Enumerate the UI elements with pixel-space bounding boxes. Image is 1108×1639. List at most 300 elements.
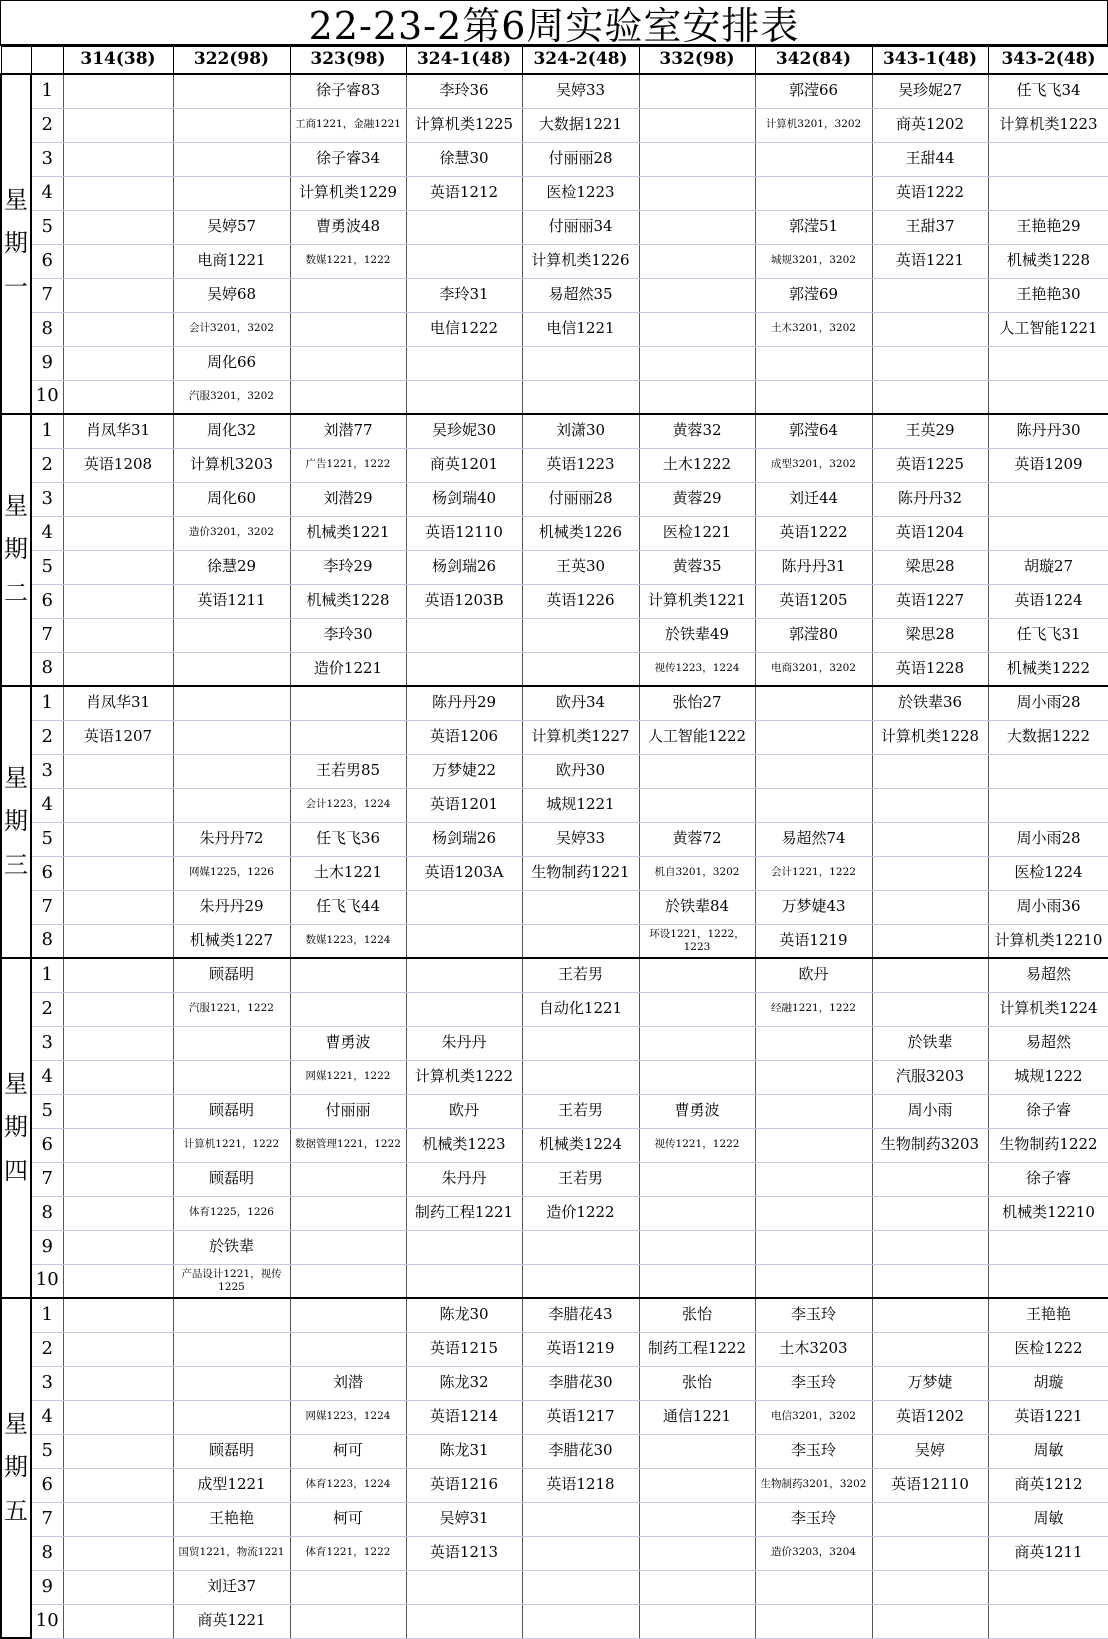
day-label-char: 期 xyxy=(4,807,28,836)
schedule-cell: 汽服3201，3202 xyxy=(173,380,290,414)
schedule-cell xyxy=(988,380,1108,414)
schedule-cell xyxy=(290,720,406,754)
schedule-row xyxy=(1,74,1108,108)
schedule-cell xyxy=(290,312,406,346)
schedule-cell: 计算机类1224 xyxy=(988,992,1108,1026)
schedule-cell: 英语1202 xyxy=(872,1400,988,1434)
schedule-cell: 医检1222 xyxy=(988,1332,1108,1366)
schedule-cell xyxy=(755,176,872,210)
schedule-cell: 机械类1221 xyxy=(290,516,406,550)
schedule-cell xyxy=(522,1570,639,1604)
schedule-cell xyxy=(522,1026,639,1060)
schedule-cell: 电信1221 xyxy=(522,312,639,346)
schedule-cell: 电信3201，3202 xyxy=(755,1400,872,1434)
period-number: 9 xyxy=(31,1570,63,1604)
schedule-cell xyxy=(639,788,755,822)
schedule-row xyxy=(1,1502,1108,1536)
day-label-char: 期 xyxy=(4,229,28,258)
header-row xyxy=(1,47,1108,75)
schedule-cell xyxy=(522,652,639,686)
schedule-cell: 杨剑瑞26 xyxy=(406,822,522,856)
schedule-cell xyxy=(63,1162,173,1196)
schedule-cell: 机械类1226 xyxy=(522,516,639,550)
schedule-cell: 吴婷33 xyxy=(522,822,639,856)
schedule-cell xyxy=(173,652,290,686)
day-label-char: 星 xyxy=(4,764,28,793)
period-number: 5 xyxy=(31,1434,63,1468)
schedule-cell xyxy=(63,516,173,550)
schedule-cell xyxy=(755,1604,872,1638)
schedule-cell xyxy=(63,652,173,686)
schedule-cell xyxy=(872,1332,988,1366)
schedule-row xyxy=(1,992,1108,1026)
schedule-row xyxy=(1,720,1108,754)
schedule-cell: 大数据1221 xyxy=(522,108,639,142)
schedule-row xyxy=(1,482,1108,516)
schedule-cell: 土木3203 xyxy=(755,1332,872,1366)
schedule-cell: 曹勇波 xyxy=(290,1026,406,1060)
schedule-cell xyxy=(639,346,755,380)
schedule-table xyxy=(0,46,1108,1639)
schedule-cell: 英语1201 xyxy=(406,788,522,822)
schedule-cell: 顾磊明 xyxy=(173,958,290,992)
schedule-cell: 英语1224 xyxy=(988,584,1108,618)
schedule-cell xyxy=(290,1230,406,1264)
schedule-cell: 易超然35 xyxy=(522,278,639,312)
schedule-cell xyxy=(63,1366,173,1400)
schedule-cell xyxy=(173,1026,290,1060)
schedule-cell xyxy=(173,142,290,176)
schedule-cell xyxy=(872,1196,988,1230)
schedule-cell xyxy=(988,1264,1108,1298)
schedule-cell: 机械类1228 xyxy=(988,244,1108,278)
schedule-cell: 郭滢69 xyxy=(755,278,872,312)
schedule-cell: 英语1211 xyxy=(173,584,290,618)
schedule-cell xyxy=(173,1060,290,1094)
schedule-cell xyxy=(406,1264,522,1298)
schedule-cell: 英语1208 xyxy=(63,448,173,482)
schedule-cell: 王艳艳 xyxy=(988,1298,1108,1332)
schedule-cell: 英语1226 xyxy=(522,584,639,618)
period-number: 1 xyxy=(31,414,63,448)
schedule-cell: 机械类1223 xyxy=(406,1128,522,1162)
schedule-cell xyxy=(63,1570,173,1604)
schedule-cell: 计算机类1221 xyxy=(639,584,755,618)
schedule-cell: 视传1223，1224 xyxy=(639,652,755,686)
column-header: 314(38) xyxy=(63,47,173,75)
period-number: 4 xyxy=(31,1060,63,1094)
schedule-cell: 计算机1221，1222 xyxy=(173,1128,290,1162)
period-number: 5 xyxy=(31,550,63,584)
column-header: 342(84) xyxy=(755,47,872,75)
schedule-cell: 英语1217 xyxy=(522,1400,639,1434)
schedule-cell xyxy=(639,1570,755,1604)
schedule-cell: 通信1221 xyxy=(639,1400,755,1434)
schedule-cell xyxy=(755,346,872,380)
schedule-cell: 英语1203A xyxy=(406,856,522,890)
schedule-cell xyxy=(63,992,173,1026)
schedule-cell xyxy=(872,924,988,958)
schedule-cell: 自动化1221 xyxy=(522,992,639,1026)
schedule-cell: 李玲30 xyxy=(290,618,406,652)
period-number: 6 xyxy=(31,584,63,618)
schedule-cell xyxy=(63,1604,173,1638)
schedule-cell: 李玉玲 xyxy=(755,1502,872,1536)
schedule-cell: 王英30 xyxy=(522,550,639,584)
period-number: 1 xyxy=(31,958,63,992)
schedule-cell xyxy=(63,1536,173,1570)
schedule-cell: 医检1221 xyxy=(639,516,755,550)
schedule-cell: 工商1221，金融1221 xyxy=(290,108,406,142)
schedule-cell: 造价1222 xyxy=(522,1196,639,1230)
schedule-cell xyxy=(988,482,1108,516)
schedule-cell xyxy=(872,992,988,1026)
schedule-cell xyxy=(63,380,173,414)
schedule-cell: 英语1225 xyxy=(872,448,988,482)
schedule-cell: 大数据1222 xyxy=(988,720,1108,754)
schedule-cell: 欧丹34 xyxy=(522,686,639,720)
schedule-cell xyxy=(406,1230,522,1264)
schedule-cell xyxy=(406,992,522,1026)
schedule-cell: 王艳艳 xyxy=(173,1502,290,1536)
schedule-cell xyxy=(63,618,173,652)
schedule-cell: 欧丹 xyxy=(755,958,872,992)
schedule-cell: 体育1221，1222 xyxy=(290,1536,406,1570)
period-number: 3 xyxy=(31,142,63,176)
schedule-cell xyxy=(988,754,1108,788)
schedule-cell xyxy=(63,1434,173,1468)
schedule-cell: 制药工程1222 xyxy=(639,1332,755,1366)
schedule-cell xyxy=(639,754,755,788)
schedule-row xyxy=(1,176,1108,210)
schedule-cell: 周化60 xyxy=(173,482,290,516)
schedule-cell xyxy=(639,1162,755,1196)
schedule-cell: 英语1221 xyxy=(988,1400,1108,1434)
schedule-cell xyxy=(290,1298,406,1332)
schedule-cell: 郭滢80 xyxy=(755,618,872,652)
period-number: 3 xyxy=(31,754,63,788)
schedule-cell: 英语1222 xyxy=(872,176,988,210)
schedule-cell xyxy=(406,1604,522,1638)
schedule-cell: 万梦婕 xyxy=(872,1366,988,1400)
schedule-cell: 张怡27 xyxy=(639,686,755,720)
period-number: 6 xyxy=(31,244,63,278)
schedule-cell: 经融1221，1222 xyxy=(755,992,872,1026)
schedule-cell: 计算机类1228 xyxy=(872,720,988,754)
schedule-cell xyxy=(63,1196,173,1230)
schedule-cell xyxy=(755,1060,872,1094)
schedule-cell xyxy=(63,924,173,958)
schedule-cell xyxy=(755,720,872,754)
schedule-cell: 王艳艳30 xyxy=(988,278,1108,312)
day-label-char: 期 xyxy=(4,535,28,564)
header-period-corner xyxy=(31,47,63,75)
schedule-row xyxy=(1,380,1108,414)
schedule-cell xyxy=(173,618,290,652)
schedule-cell xyxy=(290,686,406,720)
schedule-row xyxy=(1,448,1108,482)
schedule-cell xyxy=(406,210,522,244)
schedule-cell: 任飞飞36 xyxy=(290,822,406,856)
schedule-cell: 李腊花30 xyxy=(522,1434,639,1468)
period-number: 5 xyxy=(31,822,63,856)
schedule-cell: 机械类12210 xyxy=(988,1196,1108,1230)
schedule-row xyxy=(1,618,1108,652)
column-header: 323(98) xyxy=(290,47,406,75)
schedule-cell: 人工智能1221 xyxy=(988,312,1108,346)
schedule-cell: 陈丹丹30 xyxy=(988,414,1108,448)
schedule-cell: 刘潇30 xyxy=(522,414,639,448)
schedule-cell: 朱丹丹 xyxy=(406,1162,522,1196)
schedule-cell xyxy=(639,142,755,176)
schedule-cell: 易超然74 xyxy=(755,822,872,856)
schedule-cell: 商英1201 xyxy=(406,448,522,482)
schedule-cell: 会计1223，1224 xyxy=(290,788,406,822)
schedule-cell: 网媒1225，1226 xyxy=(173,856,290,890)
schedule-cell: 顾磊明 xyxy=(173,1434,290,1468)
schedule-row xyxy=(1,1366,1108,1400)
schedule-cell xyxy=(63,1128,173,1162)
schedule-row xyxy=(1,1264,1108,1298)
period-number: 3 xyxy=(31,482,63,516)
schedule-cell xyxy=(290,1162,406,1196)
schedule-cell xyxy=(406,890,522,924)
schedule-cell xyxy=(63,1298,173,1332)
schedule-cell: 英语1216 xyxy=(406,1468,522,1502)
schedule-cell xyxy=(63,584,173,618)
schedule-cell xyxy=(639,380,755,414)
schedule-cell: 生物制药1222 xyxy=(988,1128,1108,1162)
schedule-cell xyxy=(63,1332,173,1366)
schedule-cell: 产品设计1221，视传1225 xyxy=(173,1264,290,1298)
schedule-cell xyxy=(872,890,988,924)
schedule-cell: 张怡 xyxy=(639,1298,755,1332)
schedule-row xyxy=(1,1298,1108,1332)
schedule-cell: 英语1213 xyxy=(406,1536,522,1570)
schedule-row xyxy=(1,142,1108,176)
schedule-cell: 胡璇27 xyxy=(988,550,1108,584)
schedule-cell: 刘潜29 xyxy=(290,482,406,516)
schedule-cell xyxy=(522,618,639,652)
period-number: 8 xyxy=(31,312,63,346)
schedule-cell: 顾磊明 xyxy=(173,1094,290,1128)
schedule-cell xyxy=(63,312,173,346)
schedule-cell xyxy=(406,924,522,958)
schedule-cell: 周小雨36 xyxy=(988,890,1108,924)
schedule-cell: 周敏 xyxy=(988,1434,1108,1468)
schedule-cell: 数媒1223，1224 xyxy=(290,924,406,958)
schedule-cell xyxy=(63,108,173,142)
schedule-cell: 造价3201，3202 xyxy=(173,516,290,550)
schedule-cell: 黄蓉72 xyxy=(639,822,755,856)
period-number: 10 xyxy=(31,1264,63,1298)
schedule-body xyxy=(1,74,1108,1638)
schedule-cell: 朱丹丹72 xyxy=(173,822,290,856)
schedule-cell xyxy=(639,1060,755,1094)
schedule-cell: 李玲31 xyxy=(406,278,522,312)
schedule-cell xyxy=(406,244,522,278)
day-label-char: 五 xyxy=(4,1496,28,1525)
schedule-cell xyxy=(755,1094,872,1128)
schedule-cell: 电商1221 xyxy=(173,244,290,278)
schedule-cell: 郭滢51 xyxy=(755,210,872,244)
schedule-cell: 陈丹丹29 xyxy=(406,686,522,720)
schedule-cell xyxy=(639,958,755,992)
period-number: 2 xyxy=(31,720,63,754)
schedule-cell xyxy=(406,346,522,380)
day-label xyxy=(1,958,31,1298)
schedule-cell xyxy=(639,1026,755,1060)
schedule-cell: 梁思28 xyxy=(872,550,988,584)
schedule-cell: 会计3201，3202 xyxy=(173,312,290,346)
schedule-cell: 李玲36 xyxy=(406,74,522,108)
schedule-cell: 杨剑瑞26 xyxy=(406,550,522,584)
period-number: 1 xyxy=(31,686,63,720)
schedule-cell xyxy=(639,312,755,346)
schedule-cell: 医检1224 xyxy=(988,856,1108,890)
schedule-cell xyxy=(755,686,872,720)
schedule-cell: 周化32 xyxy=(173,414,290,448)
schedule-cell: 徐子睿83 xyxy=(290,74,406,108)
schedule-cell: 英语1227 xyxy=(872,584,988,618)
schedule-cell: 付丽丽28 xyxy=(522,142,639,176)
schedule-row xyxy=(1,1026,1108,1060)
schedule-cell xyxy=(406,1570,522,1604)
schedule-cell xyxy=(406,652,522,686)
day-label xyxy=(1,414,31,686)
day-label-char: 星 xyxy=(4,492,28,521)
schedule-cell xyxy=(872,1536,988,1570)
period-number: 4 xyxy=(31,176,63,210)
period-number: 6 xyxy=(31,1468,63,1502)
day-label-char: 四 xyxy=(4,1156,28,1185)
schedule-row xyxy=(1,278,1108,312)
schedule-cell: 英语1206 xyxy=(406,720,522,754)
schedule-cell: 英语1221 xyxy=(872,244,988,278)
schedule-cell: 商英1212 xyxy=(988,1468,1108,1502)
schedule-cell xyxy=(406,618,522,652)
column-header: 324-1(48) xyxy=(406,47,522,75)
schedule-cell: 吴婷 xyxy=(872,1434,988,1468)
period-number: 2 xyxy=(31,1332,63,1366)
schedule-cell xyxy=(522,1604,639,1638)
schedule-cell xyxy=(872,1264,988,1298)
schedule-cell: 英语1222 xyxy=(755,516,872,550)
schedule-cell: 朱丹丹29 xyxy=(173,890,290,924)
schedule-cell xyxy=(639,176,755,210)
period-number: 3 xyxy=(31,1366,63,1400)
schedule-cell xyxy=(63,482,173,516)
schedule-cell xyxy=(173,788,290,822)
schedule-cell: 李玉玲 xyxy=(755,1298,872,1332)
schedule-cell: 徐慧29 xyxy=(173,550,290,584)
schedule-row xyxy=(1,822,1108,856)
schedule-cell: 吴婷33 xyxy=(522,74,639,108)
schedule-cell: 周化66 xyxy=(173,346,290,380)
schedule-row xyxy=(1,346,1108,380)
schedule-cell: 王若男 xyxy=(522,1162,639,1196)
period-number: 2 xyxy=(31,108,63,142)
schedule-cell xyxy=(639,1230,755,1264)
schedule-cell xyxy=(755,1026,872,1060)
schedule-cell xyxy=(872,856,988,890)
schedule-cell: 刘迁44 xyxy=(755,482,872,516)
day-label xyxy=(1,74,31,414)
schedule-cell xyxy=(290,958,406,992)
schedule-cell: 网媒1223，1224 xyxy=(290,1400,406,1434)
period-number: 8 xyxy=(31,924,63,958)
day-label-char: 星 xyxy=(4,1070,28,1099)
schedule-cell: 体育1225，1226 xyxy=(173,1196,290,1230)
schedule-cell xyxy=(639,1604,755,1638)
day-label-char: 三 xyxy=(4,850,28,879)
period-number: 7 xyxy=(31,1502,63,1536)
schedule-row xyxy=(1,1434,1108,1468)
schedule-cell: 计算机3201，3202 xyxy=(755,108,872,142)
period-number: 5 xyxy=(31,1094,63,1128)
schedule-cell xyxy=(872,278,988,312)
schedule-row xyxy=(1,1162,1108,1196)
column-header: 332(98) xyxy=(639,47,755,75)
schedule-cell xyxy=(639,1434,755,1468)
schedule-cell: 王甜44 xyxy=(872,142,988,176)
schedule-row xyxy=(1,1536,1108,1570)
schedule-cell: 英语12110 xyxy=(406,516,522,550)
day-label-char: 星 xyxy=(4,186,28,215)
schedule-cell: 郭滢64 xyxy=(755,414,872,448)
schedule-cell: 城规3201，3202 xyxy=(755,244,872,278)
schedule-cell: 肖凤华31 xyxy=(63,686,173,720)
schedule-cell: 胡璇 xyxy=(988,1366,1108,1400)
schedule-cell: 付丽丽34 xyxy=(522,210,639,244)
schedule-row xyxy=(1,550,1108,584)
schedule-cell xyxy=(63,1400,173,1434)
schedule-cell: 刘潜 xyxy=(290,1366,406,1400)
schedule-cell: 任飞飞44 xyxy=(290,890,406,924)
schedule-cell: 曹勇波 xyxy=(639,1094,755,1128)
schedule-cell: 英语1212 xyxy=(406,176,522,210)
day-label-char: 星 xyxy=(4,1410,28,1439)
schedule-cell xyxy=(872,754,988,788)
schedule-cell xyxy=(290,1570,406,1604)
schedule-row xyxy=(1,1094,1108,1128)
schedule-cell: 生物制药1221 xyxy=(522,856,639,890)
schedule-cell: 数据管理1221，1222 xyxy=(290,1128,406,1162)
schedule-cell: 吴婷31 xyxy=(406,1502,522,1536)
period-number: 8 xyxy=(31,1196,63,1230)
schedule-cell xyxy=(872,346,988,380)
header-day-corner xyxy=(1,47,31,75)
schedule-cell: 李腊花43 xyxy=(522,1298,639,1332)
schedule-cell xyxy=(522,1536,639,1570)
schedule-cell: 汽服1221，1222 xyxy=(173,992,290,1026)
schedule-row xyxy=(1,1196,1108,1230)
schedule-cell: 汽服3203 xyxy=(872,1060,988,1094)
schedule-cell xyxy=(173,1332,290,1366)
schedule-cell: 於铁辈84 xyxy=(639,890,755,924)
schedule-cell: 英语1204 xyxy=(872,516,988,550)
schedule-row xyxy=(1,754,1108,788)
schedule-cell: 机械类1227 xyxy=(173,924,290,958)
period-number: 10 xyxy=(31,1604,63,1638)
schedule-cell: 数媒1221，1222 xyxy=(290,244,406,278)
schedule-cell: 於铁辈36 xyxy=(872,686,988,720)
schedule-cell xyxy=(63,244,173,278)
schedule-cell: 环设1221，1222，1223 xyxy=(639,924,755,958)
schedule-cell: 李腊花30 xyxy=(522,1366,639,1400)
schedule-cell: 计算机类1225 xyxy=(406,108,522,142)
schedule-cell: 万梦婕22 xyxy=(406,754,522,788)
